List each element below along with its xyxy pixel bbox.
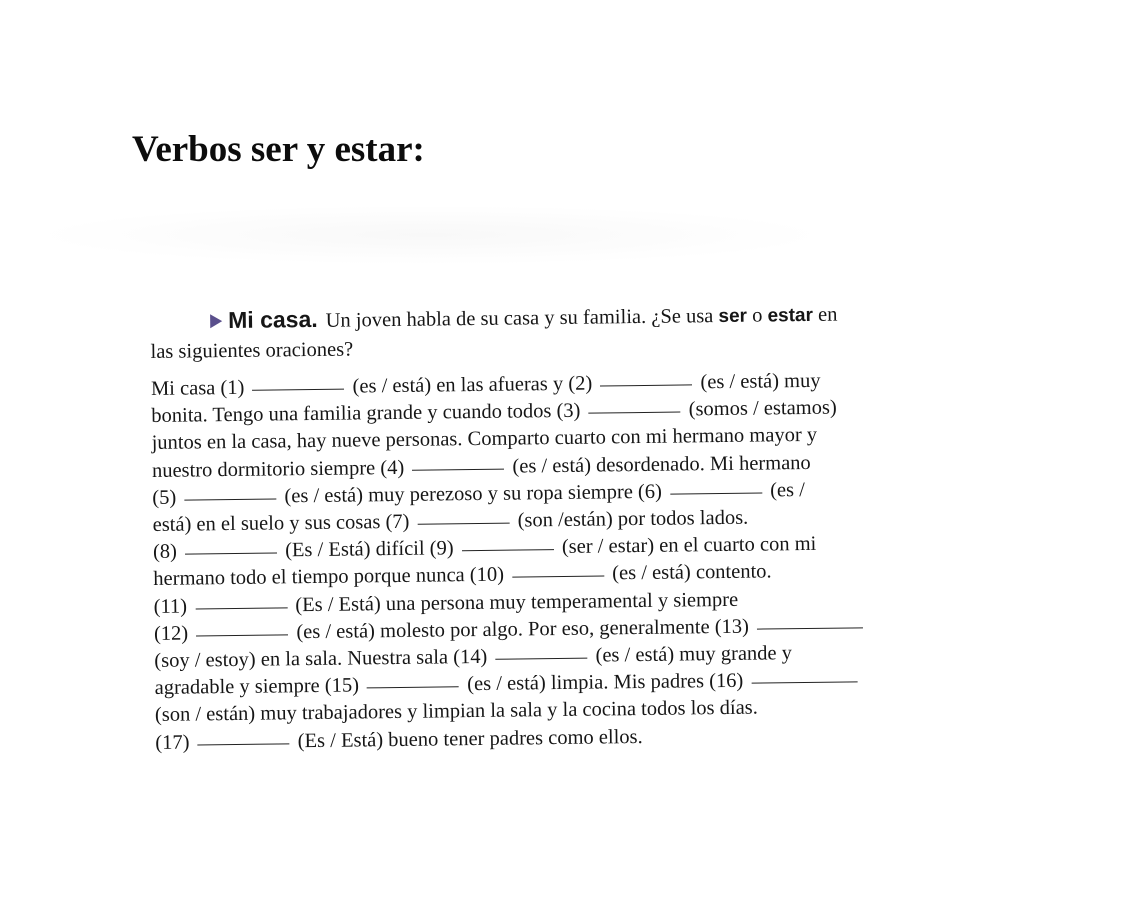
text-fragment: (es / — [769, 478, 805, 502]
text-fragment: (son /están) por todos lados. — [517, 506, 749, 532]
text-fragment: (5) — [152, 486, 177, 509]
instruction-text-c: las siguientes oraciones? — [150, 338, 354, 363]
text-fragment: Mi casa (1) — [150, 376, 245, 400]
text-fragment: (es / está) contento. — [612, 560, 772, 585]
blank-11[interactable] — [195, 606, 287, 609]
blank-8[interactable] — [185, 552, 277, 555]
blank-6[interactable] — [670, 491, 762, 494]
blank-3[interactable] — [589, 411, 681, 414]
scan-shadow — [30, 205, 830, 265]
blank-10[interactable] — [512, 575, 604, 578]
text-fragment: (soy / estoy) en la sala. Nuestra sala (14) — [154, 645, 488, 673]
text-fragment: (es / está) muy — [700, 369, 821, 394]
instruction-conj: o — [751, 304, 763, 327]
keyword-estar: estar — [767, 304, 814, 327]
instruction-text-a: Un joven habla de su casa y su familia. ¿Se usa — [325, 305, 714, 332]
blank-14[interactable] — [495, 657, 587, 660]
instruction-text-b: en — [817, 303, 838, 326]
blank-12[interactable] — [196, 633, 288, 636]
text-fragment: juntos en la casa, hay nueve personas. Comparto cuarto con mi hermano mayor y — [151, 424, 818, 455]
text-fragment: agradable y siempre (15) — [154, 674, 360, 700]
text-fragment: (es / está) muy perezoso y su ropa siempre (6) — [284, 480, 663, 508]
blank-13[interactable] — [757, 626, 863, 629]
text-fragment: (12) — [153, 622, 189, 645]
keyword-ser: ser — [718, 305, 748, 328]
text-fragment: hermano todo el tiempo porque nunca (10) — [153, 564, 505, 591]
blank-17[interactable] — [198, 742, 290, 745]
blank-2[interactable] — [600, 383, 692, 386]
text-fragment: (son / están) muy trabajadores y limpian la sala y la cocina todos los días. — [154, 697, 758, 727]
text-fragment: (8) — [152, 540, 178, 564]
text-fragment: (ser / estar) en el cuarto con mi — [561, 533, 817, 559]
text-fragment: (es / está) desordenado. Mi hermano — [512, 451, 811, 478]
blank-9[interactable] — [462, 548, 554, 551]
text-fragment: (17) — [155, 731, 190, 754]
text-fragment: (es / está) molesto por algo. Por eso, generalmente (13) — [296, 615, 750, 644]
text-fragment: (es / está) en las afueras y (2) — [352, 372, 593, 398]
text-fragment: (11) — [153, 595, 188, 618]
exercise-block — [150, 297, 970, 757]
page-title: Verbos ser y estar: — [132, 129, 425, 170]
blank-1[interactable] — [252, 388, 344, 391]
blank-16[interactable] — [751, 681, 857, 684]
text-fragment: (es / está) limpia. Mis padres (16) — [467, 670, 744, 696]
text-fragment: bonita. Tengo una familia grande y cuando todos (3) — [151, 399, 581, 428]
text-fragment: (Es / Está) bueno tener padres como ellos. — [297, 725, 643, 752]
blank-4[interactable] — [412, 467, 504, 470]
blank-5[interactable] — [184, 497, 276, 500]
text-fragment: está) en el suelo y sus cosas (7) — [152, 510, 410, 536]
exercise-title: Mi casa. — [228, 305, 318, 334]
text-fragment: (Es / Está) difícil (9) — [285, 537, 454, 562]
blank-15[interactable] — [367, 685, 459, 688]
play-arrow-icon — [210, 314, 222, 328]
text-fragment: nuestro dormitorio siempre (4) — [151, 456, 405, 482]
blank-7[interactable] — [418, 522, 510, 525]
text-fragment: (Es / Está) una persona muy temperamental y siempre — [295, 588, 739, 616]
text-fragment: (somos / estamos) — [688, 396, 837, 421]
text-fragment: (es / está) muy grande y — [595, 642, 793, 667]
